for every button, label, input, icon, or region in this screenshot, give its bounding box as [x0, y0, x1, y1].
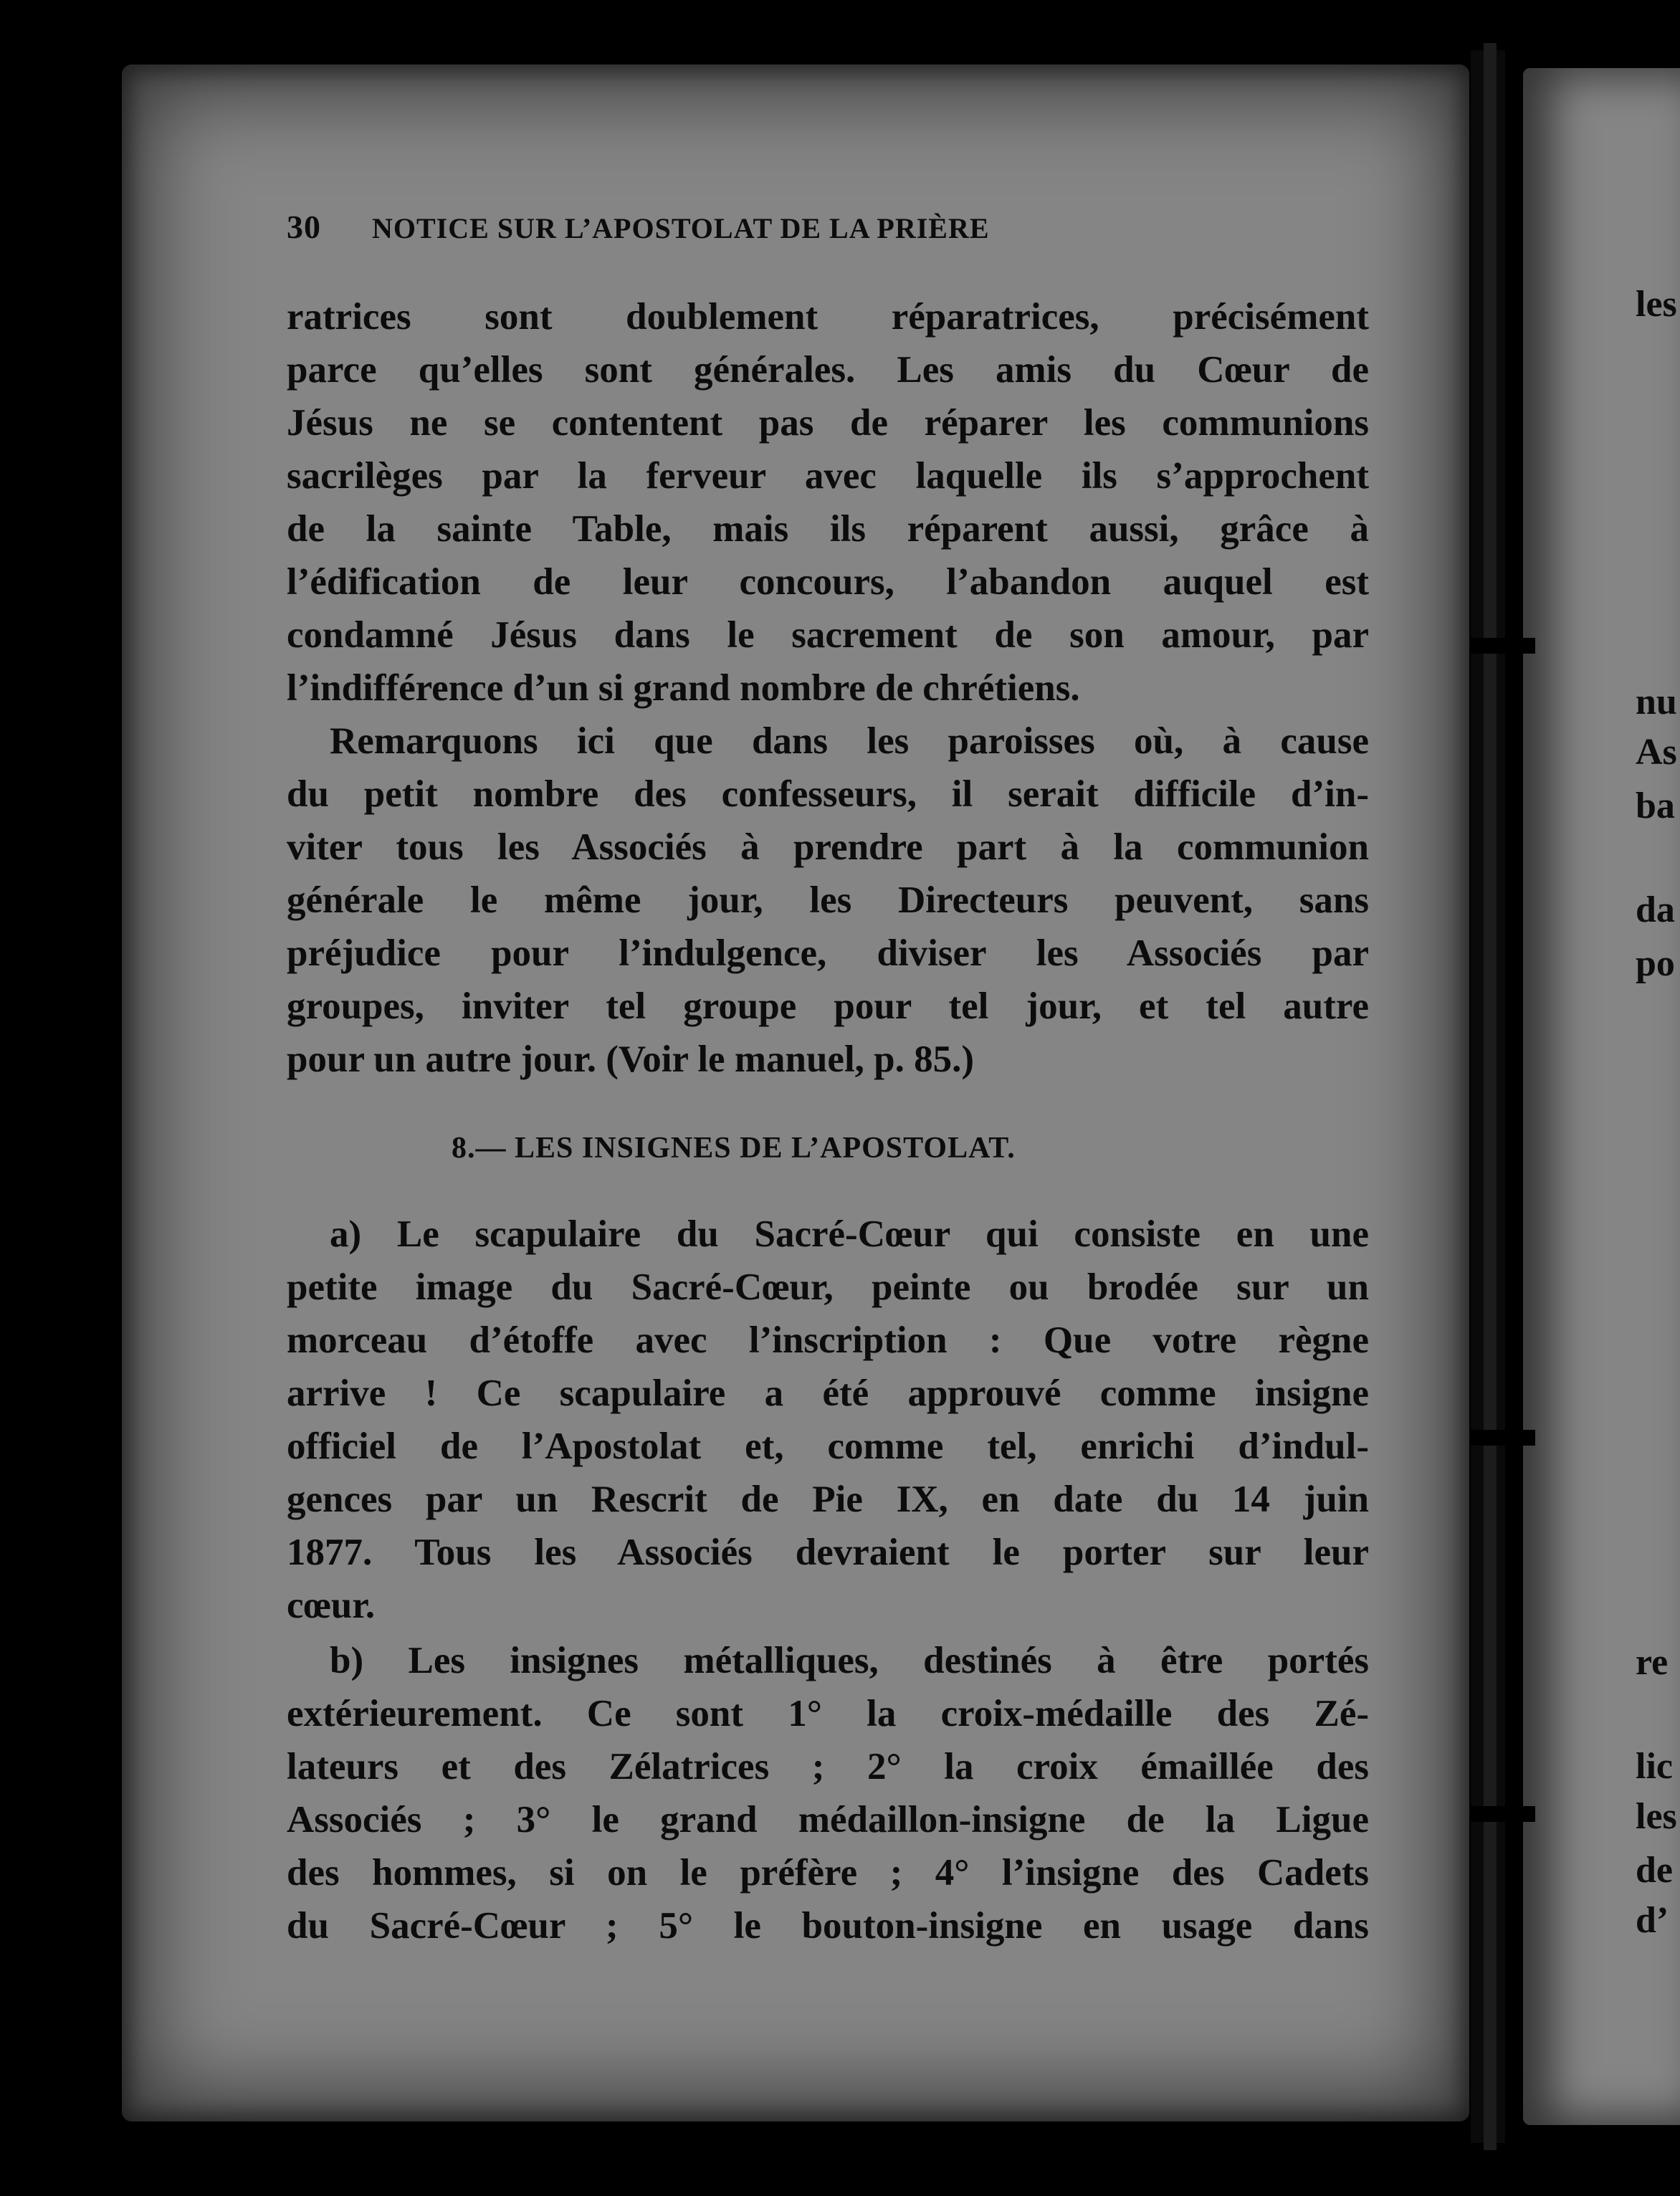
- text-line: petite image du Sacré-Cœur, peinte ou brodée sur un: [287, 1266, 1369, 1308]
- page-number: 30: [287, 209, 321, 245]
- book-spine: [1484, 43, 1497, 2150]
- text-line: condamné Jésus dans le sacrement de son amour, par: [287, 614, 1369, 656]
- text-line: a) Le scapulaire du Sacré-Cœur qui consiste en une: [330, 1213, 1369, 1255]
- text-line: du Sacré-Cœur ; 5° le bouton-insigne en usage dans: [287, 1905, 1369, 1947]
- text-line: des hommes, si on le préfère ; 4° l’insigne des Cadets: [287, 1852, 1369, 1894]
- text-line: 1877. Tous les Associés devraient le porter sur leur: [287, 1532, 1369, 1573]
- next-page-fragment: d’: [1636, 1900, 1669, 1941]
- text-line: l’édification de leur concours, l’abandon auquel est: [287, 561, 1369, 603]
- section-title: LES INSIGNES DE L’APOSTOLAT.: [515, 1132, 1016, 1165]
- binding-stitch: [1471, 1430, 1535, 1446]
- text-line: ratrices sont doublement réparatrices, précisément: [287, 296, 1369, 338]
- text-line: générale le même jour, les Directeurs peuvent, sans: [287, 879, 1369, 921]
- section-number: 8.—: [452, 1132, 507, 1165]
- next-page-fragment: les: [1636, 1796, 1677, 1837]
- text-line: Jésus ne se contentent pas de réparer les communions: [287, 402, 1369, 444]
- text-line: sacrilèges par la ferveur avec laquelle ils s’approchent: [287, 455, 1369, 497]
- paragraph-3: [287, 1208, 1369, 1632]
- text-line: Associés ; 3° le grand médaillon-insigne de la Ligue: [287, 1799, 1369, 1841]
- section-heading: [452, 1131, 1016, 1165]
- text-line: lateurs et des Zélatrices ; 2° la croix émaillée des: [287, 1746, 1369, 1787]
- paragraph-4: [287, 1634, 1369, 1952]
- text-line: groupes, inviter tel groupe pour tel jour, et tel autre: [287, 985, 1369, 1027]
- text-line: cœur.: [287, 1585, 376, 1626]
- next-page-fragment: nu: [1636, 682, 1677, 722]
- running-header: [287, 208, 1290, 246]
- next-page-fragment: de: [1636, 1850, 1673, 1891]
- text-line: Remarquons ici que dans les paroisses où, à cause: [330, 720, 1369, 762]
- next-page-fragment: As: [1636, 732, 1677, 773]
- next-page-fragment: po: [1636, 943, 1675, 984]
- running-title: NOTICE SUR L’APOSTOLAT DE LA PRIÈRE: [372, 212, 990, 244]
- text-line: viter tous les Associés à prendre part à la communion: [287, 826, 1369, 868]
- text-line: préjudice pour l’indulgence, diviser les Associés par: [287, 932, 1369, 974]
- next-page-fragment: re: [1636, 1642, 1669, 1683]
- text-line: morceau d’étoffe avec l’inscription : Que votre règne: [287, 1319, 1369, 1361]
- text-line: arrive ! Ce scapulaire a été approuvé comme insigne: [287, 1372, 1369, 1414]
- binding-stitch: [1471, 638, 1535, 654]
- text-line: pour un autre jour. (Voir le manuel, p. 85.): [287, 1039, 975, 1080]
- text-line: parce qu’elles sont générales. Les amis du Cœur de: [287, 349, 1369, 391]
- paragraph-2: [287, 715, 1369, 1086]
- paragraph-1: [287, 290, 1369, 715]
- text-line: l’indifférence d’un si grand nombre de chrétiens.: [287, 667, 1080, 709]
- text-line: gences par un Rescrit de Pie IX, en date du 14 juin: [287, 1479, 1369, 1520]
- text-line: du petit nombre des confesseurs, il serait difficile d’in-: [287, 773, 1369, 815]
- binding-stitch: [1471, 1806, 1535, 1822]
- next-page-fragment: da: [1636, 889, 1675, 930]
- next-page-fragment: ba: [1636, 786, 1675, 826]
- next-page-fragment: lic: [1636, 1746, 1673, 1787]
- next-page-fragment: les: [1636, 284, 1677, 325]
- text-line: extérieurement. Ce sont 1° la croix-médaille des Zé-: [287, 1693, 1369, 1734]
- text-line: b) Les insignes métalliques, destinés à être portés: [330, 1640, 1369, 1681]
- text-line: de la sainte Table, mais ils réparent aussi, grâce à: [287, 508, 1369, 550]
- text-line: officiel de l’Apostolat et, comme tel, enrichi d’indul-: [287, 1426, 1369, 1467]
